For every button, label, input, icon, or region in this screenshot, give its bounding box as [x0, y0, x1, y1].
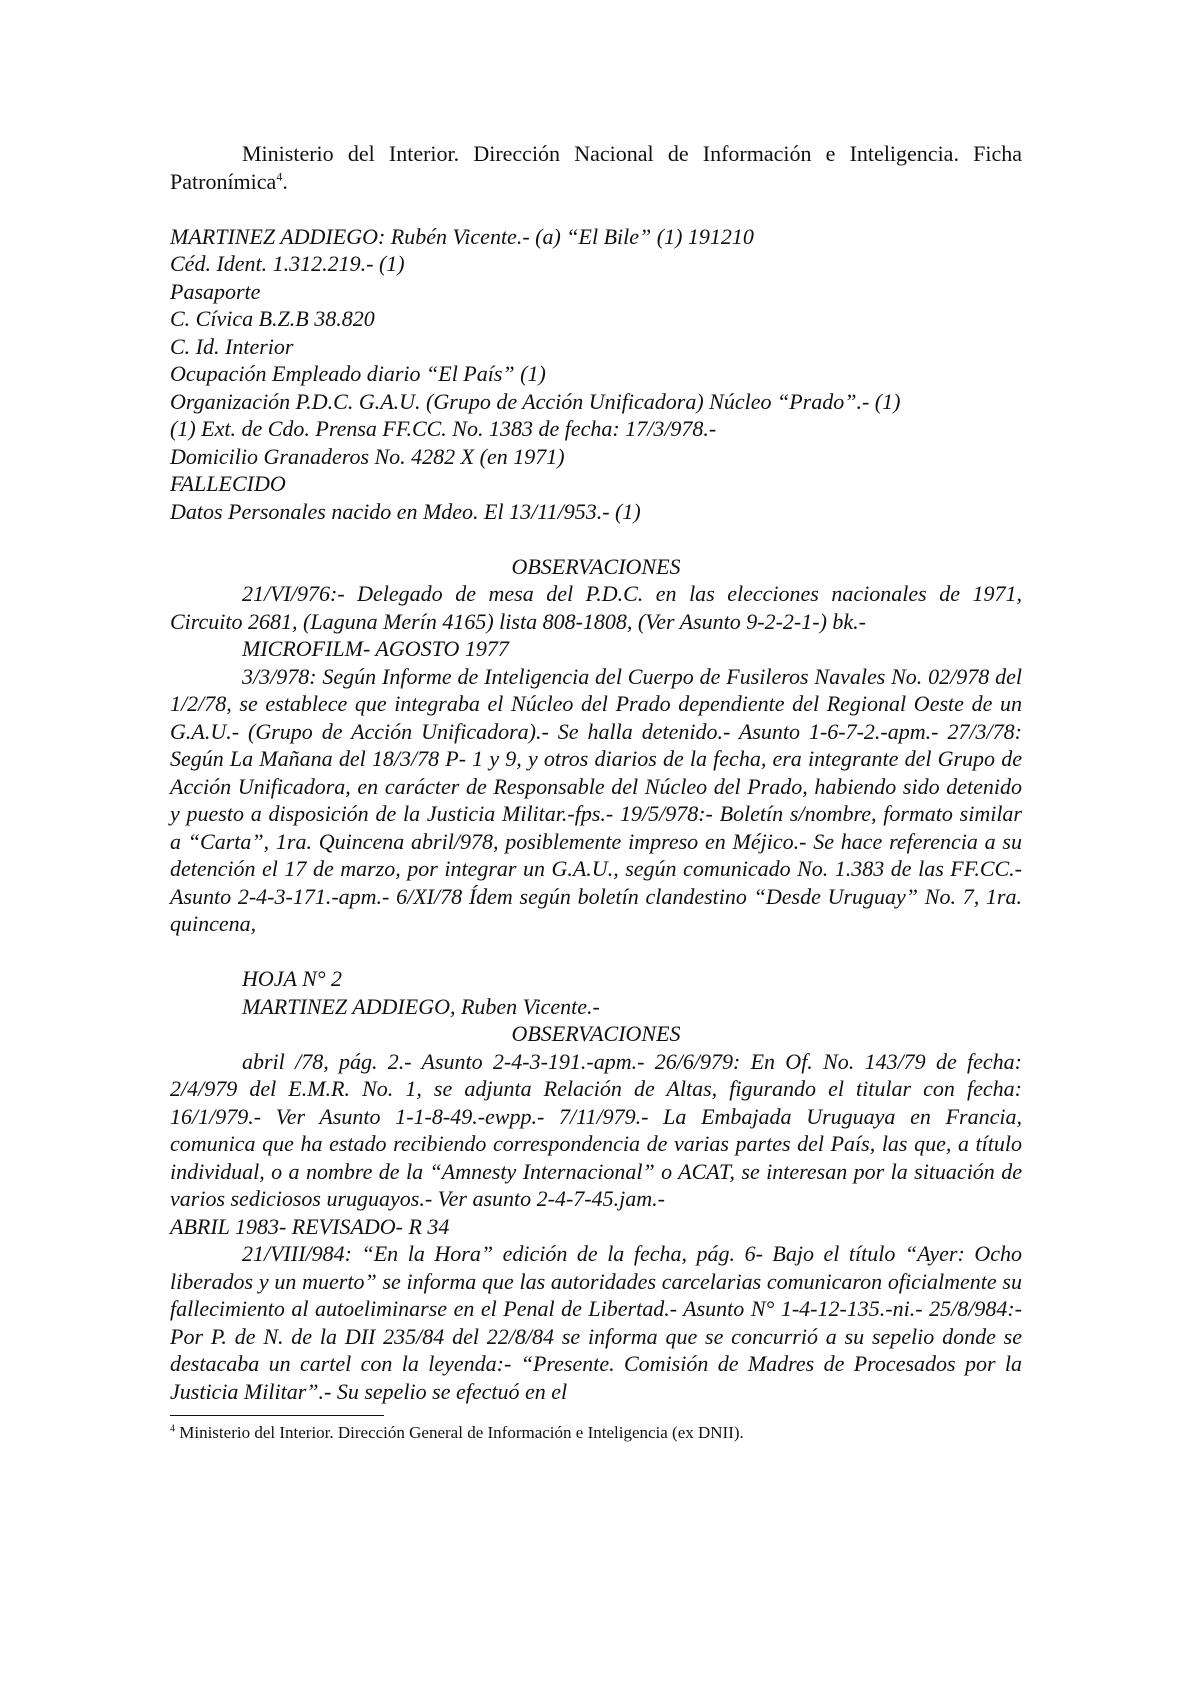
- field-personal-data: Datos Personales nacido en Mdeo. El 13/11/953.- (1): [170, 498, 641, 524]
- field-status: FALLECIDO: [170, 471, 286, 496]
- field-id-interior: C. Id. Interior: [170, 333, 294, 359]
- field-civic-card: C. Cívica B.Z.B 38.820: [170, 306, 375, 331]
- subject-name: MARTINEZ ADDIEGO, Ruben Vicente.-: [242, 993, 600, 1019]
- intro-paragraph: [170, 140, 1022, 195]
- field-organization: Organización P.D.C. G.A.U. (Grupo de Acción Unificadora) Núcleo “Prado”.- (1): [170, 388, 901, 414]
- observations-heading: OBSERVACIONES: [511, 1021, 681, 1046]
- record-fields: [170, 223, 1022, 526]
- footnote-number: 4: [170, 1423, 175, 1435]
- revision-note: ABRIL 1983- REVISADO- R 34: [170, 1213, 450, 1239]
- observation-paragraph: 21/VIII/984: “En la Hora” edición de la fecha, pág. 6- Bajo el título “Ayer: Ocho liberados y un muerto” se informa que las autoridades carcelarias comunicaron oficialmente su fallecimiento al autoeliminarse en el Penal de Libertad.- Asunto N° 1-4-12-135.-ni.- 25/8/984:- Por P. de N. de la DII 235/84 del 22/8/84 se informa que se concurrió a su sepelio donde se destacaba un cartel con la leyenda:- “Presente. Comisión de Madres de Procesados por la Justicia Militar”.- Su sepelio se efectuó en el: [170, 1241, 1022, 1404]
- field-address: Domicilio Granaderos No. 4282 X (en 1971): [170, 443, 565, 469]
- microfilm-note: MICROFILM- AGOSTO 1977: [242, 636, 509, 661]
- field-occupation: Ocupación Empleado diario “El País” (1): [170, 361, 546, 386]
- observations-heading: OBSERVACIONES: [511, 553, 681, 579]
- field-name: MARTINEZ ADDIEGO: Rubén Vicente.- (a) “El Bile” (1) 191210: [170, 223, 754, 249]
- observations-section-2: [170, 965, 1022, 1405]
- footnote-ref: 4: [276, 169, 283, 184]
- footnote: [170, 1422, 1022, 1444]
- observation-paragraph: 3/3/978: Según Informe de Inteligencia del Cuerpo de Fusileros Navales No. 02/978 del 1/2/78, se establece que integraba el Núcleo del Prado dependiente del Regional Oeste de un G.A.U.- (Grupo de Acción Unificadora).- Se halla detenido.- Asunto 1-6-7-2.-apm.- 27/3/78: Según La Mañana del 18/3/78 P- 1 y 9, y otros diarios de la fecha, era integrante del Grupo de Acción Unificadora, en carácter de Responsable del Núcleo del Prado, habiendo sido detenido y puesto a disposición de la Justicia Militar.-fps.- 19/5/978:- Boletín s/nombre, formato similar a “Carta”, 1ra. Quincena abril/978, posiblemente impreso en Méjico.- Se hace referencia a su detención el 17 de marzo, por integrar un G.A.U., según comunicado No. 1.383 de las FF.CC.- Asunto 2-4-3-171.-apm.- 6/XI/78 Ídem según boletín clandestino “Desde Uruguay” No. 7, 1ra. quincena,: [170, 663, 1022, 936]
- field-source-note: (1) Ext. de Cdo. Prensa FF.CC. No. 1383 de fecha: 17/3/978.-: [170, 416, 717, 441]
- footnote-text: Ministerio del Interior. Dirección General de Información e Inteligencia (ex DNII).: [175, 1423, 744, 1442]
- document-page: [170, 140, 1022, 1444]
- field-passport: Pasaporte: [170, 278, 261, 304]
- intro-text: Ministerio del Interior. Dirección Nacional de Información e Inteligencia. Ficha Patronímica: [170, 141, 1022, 194]
- observation-paragraph: 21/VI/976:- Delegado de mesa del P.D.C. en las elecciones nacionales de 1971, Circuito 2681, (Laguna Merín 4165) lista 808-1808, (Ver Asunto 9-2-2-1-) bk.-: [170, 581, 1022, 634]
- observation-paragraph: abril /78, pág. 2.- Asunto 2-4-3-191.-apm.- 26/6/979: En Of. No. 143/79 de fecha: 2/4/979 del E.M.R. No. 1, se adjunta Relación de Altas, figurando el titular con fecha: 16/1/979.- Ver Asunto 1-1-8-49.-ewpp.- 7/11/979.- La Embajada Uruguaya en Francia, comunica que ha estado recibiendo correspondencia de varias partes del País, las que, a título individual, o a nombre de la “Amnesty Internacional” o ACAT, se interesan por la situación de varios sediciosos uruguayos.- Ver asunto 2-4-7-45.jam.-: [170, 1048, 1022, 1211]
- intro-end: .: [282, 168, 288, 194]
- observations-section-1: [170, 553, 1022, 938]
- sheet-number: HOJA N° 2: [242, 966, 343, 991]
- field-id-card: Céd. Ident. 1.312.219.- (1): [170, 251, 405, 276]
- footnote-divider: [170, 1415, 384, 1416]
